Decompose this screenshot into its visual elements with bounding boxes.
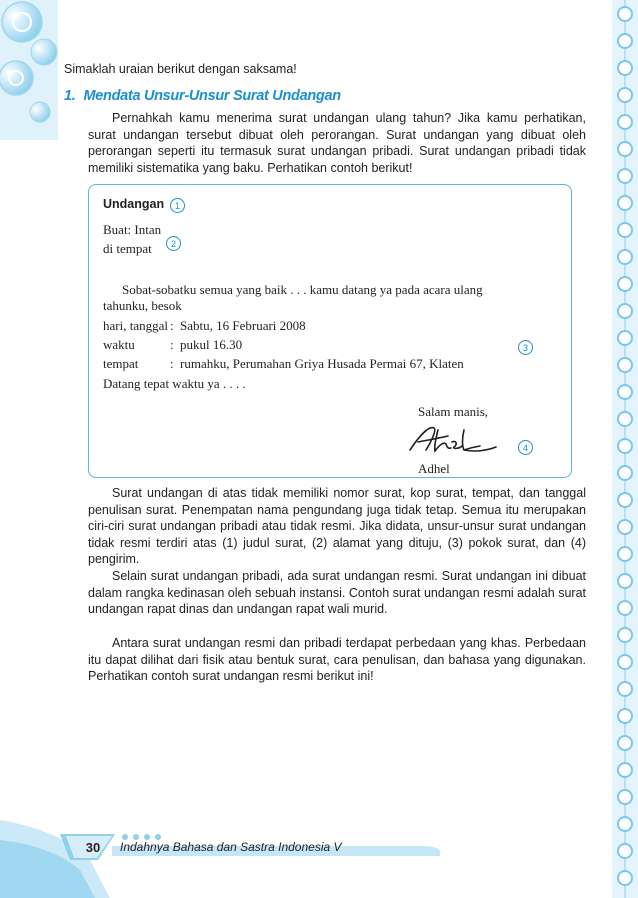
spiral-ring [618, 601, 632, 615]
marker-1: 1 [170, 198, 185, 213]
spiral-ring [618, 358, 632, 372]
detail-value-time: pukul 16.30 [180, 337, 243, 352]
paragraph-2 [88, 485, 586, 568]
letter-body-line-1: Sobat-sobatku semua yang baik . . . kamu datang ya pada acara ulang [122, 282, 483, 297]
intro-text: Simaklah uraian berikut dengan saksama! [64, 62, 297, 76]
paragraph-1-text: Pernahkah kamu menerima surat undangan ulang tahun? Jika kamu perhatikan, surat undangan tersebut dibuat oleh perorangan. Surat undangan yang dibuat oleh perorangan seperti itu termasuk surat undangan pribadi. Surat undangan pribadi tidak memiliki sistematika yang baku. Perhatikan contoh berikut! [88, 111, 586, 175]
spiral-ring [618, 439, 632, 453]
letter-body-line-2: tahunku, besok [103, 298, 182, 313]
corner-decoration [0, 0, 70, 140]
detail-sep-date: : [170, 318, 174, 333]
spiral-ring [618, 763, 632, 777]
section-title: Mendata Unsur-Unsur Surat Undangan [83, 88, 341, 104]
spiral-ring [618, 61, 632, 75]
paragraph-4 [88, 635, 586, 685]
spiral-ring [618, 709, 632, 723]
spiral-ring [618, 304, 632, 318]
spiral-ring [618, 196, 632, 210]
signature [404, 422, 500, 458]
letter-title: Undangan [103, 197, 165, 211]
spiral-ring [618, 520, 632, 534]
spiral-ring [618, 466, 632, 480]
book-title: Indahnya Bahasa dan Sastra Indonesia V [120, 840, 342, 854]
spiral-ring [618, 574, 632, 588]
detail-value-place: rumahku, Perumahan Griya Husada Permai 67, Klaten [180, 356, 464, 371]
spiral-ring [618, 250, 632, 264]
spiral-ring [618, 7, 632, 21]
spiral-border-decoration [612, 0, 638, 898]
spiral-ring [618, 493, 632, 507]
paragraph-1 [88, 110, 586, 176]
letter-recipient: Buat: Intan [103, 222, 162, 237]
spiral-ring [618, 682, 632, 696]
spiral-ring [618, 115, 632, 129]
letter-salutation: Salam manis, [418, 404, 489, 419]
detail-value-date: Sabtu, 16 Februari 2008 [180, 318, 306, 333]
spiral-ring [618, 88, 632, 102]
paragraph-4-text: Antara surat undangan resmi dan pribadi terdapat perbedaan yang khas. Perbedaan itu dapat dilihat dari fisik atau bentuk surat, cara penulisan, dan bahasa yang digunakan. Perhatikan contoh surat undangan resmi berikut ini! [88, 636, 586, 684]
detail-sep-place: : [170, 356, 174, 371]
detail-label-time: waktu [103, 337, 135, 352]
section-heading [64, 88, 341, 104]
paragraph-2-text: Surat undangan di atas tidak memiliki nomor surat, kop surat, tempat, dan tanggal penulisan surat. Penempatan nama pengundang juga tidak tetap. Semua itu merupakan ciri-ciri surat undangan pribadi atau tidak resmi. Jika didata, unsur-unsur surat undangan tidak resmi terdiri atas (1) judul surat, (2) alamat yang dituju, (3) pokok surat, dan (4) pengirim. [88, 486, 586, 567]
marker-2: 2 [166, 236, 181, 251]
spiral-ring [618, 412, 632, 426]
letter-sender: Adhel [418, 461, 450, 476]
marker-3: 3 [518, 340, 533, 355]
letter-recipient-place: di tempat [103, 241, 152, 256]
spiral-ring [618, 34, 632, 48]
spiral-ring [618, 547, 632, 561]
spiral-ring [618, 385, 632, 399]
spiral-ring [618, 655, 632, 669]
section-number: 1. [64, 88, 76, 104]
page-number: 30 [85, 839, 101, 855]
detail-sep-time: : [170, 337, 174, 352]
spiral-ring [618, 628, 632, 642]
marker-4: 4 [518, 440, 533, 455]
spiral-ring [618, 142, 632, 156]
detail-label-place: tempat [103, 356, 139, 371]
spiral-ring [618, 169, 632, 183]
paragraph-3 [88, 568, 586, 618]
detail-label-date: hari, tanggal [103, 318, 168, 333]
spiral-ring [618, 331, 632, 345]
spiral-ring [618, 736, 632, 750]
letter-closing-note: Datang tepat waktu ya . . . . [103, 376, 246, 391]
spiral-ring [618, 223, 632, 237]
spiral-ring [618, 277, 632, 291]
paragraph-3-text: Selain surat undangan pribadi, ada surat undangan resmi. Surat undangan ini dibuat dalam rangka kedinasan oleh sebuah instansi. Contoh surat undangan resmi adalah surat undangan rapat dinas dan undangan rapat wali murid. [88, 569, 586, 617]
